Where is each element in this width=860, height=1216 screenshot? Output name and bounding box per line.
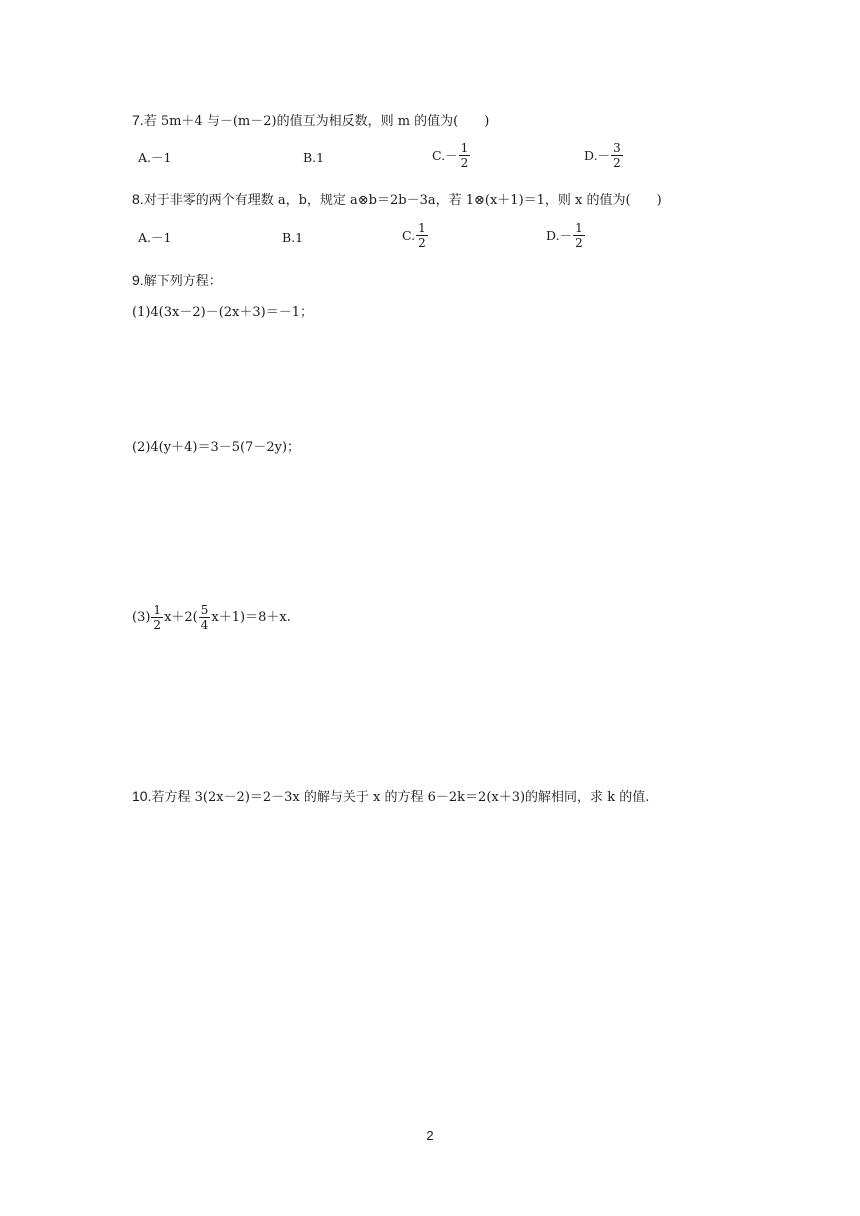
question-number: 8. xyxy=(132,191,144,207)
fraction xyxy=(459,141,471,170)
question-text: 对于非零的两个有理数 a，b，规定 a⊗b＝2b－3a，若 1⊗(x＋1)＝1，则 x 的值为( ) xyxy=(143,193,662,208)
option-c xyxy=(432,141,471,170)
question-9 xyxy=(132,270,222,292)
equation-2: (2)4(y＋4)＝3－5(7－2y)； xyxy=(132,440,301,455)
option-c-prefix: C.－ xyxy=(432,147,458,163)
fraction-denominator: 2 xyxy=(153,618,162,632)
option-a xyxy=(138,229,171,247)
fraction xyxy=(573,221,585,250)
option-d xyxy=(584,141,624,170)
option-b xyxy=(303,149,324,167)
fraction-denominator: 2 xyxy=(460,156,469,170)
fraction xyxy=(416,221,428,250)
fraction-numerator: 1 xyxy=(153,603,162,617)
fraction-denominator: 4 xyxy=(200,618,209,632)
option-a-label: A.－1 xyxy=(138,230,172,245)
option-d-prefix: D.－ xyxy=(546,227,573,243)
question-7 xyxy=(132,110,489,132)
option-b-label: B.1 xyxy=(282,230,304,245)
question-number: 7. xyxy=(132,112,144,128)
fraction-denominator: 2 xyxy=(613,156,621,170)
fraction xyxy=(199,603,211,632)
option-b xyxy=(282,229,303,247)
equation-suffix: x＋1)＝8＋x. xyxy=(211,609,291,625)
option-a-label: A.－1 xyxy=(138,150,172,165)
page-number: 2 xyxy=(426,1128,434,1143)
question-text: 若 5m＋4 与－(m－2)的值互为相反数，则 m 的值为( ) xyxy=(143,114,490,129)
fraction xyxy=(151,603,163,632)
fraction-numerator: 1 xyxy=(575,221,583,235)
equation-middle: x＋2( xyxy=(164,609,198,625)
equation-3 xyxy=(132,603,291,632)
question-number: 10. xyxy=(132,788,152,804)
option-c xyxy=(402,221,429,250)
fraction-numerator: 1 xyxy=(418,221,426,235)
question-10 xyxy=(132,786,649,808)
option-d xyxy=(546,221,586,250)
fraction-numerator: 1 xyxy=(460,141,469,155)
option-b-label: B.1 xyxy=(303,150,325,165)
option-d-prefix: D.－ xyxy=(584,147,611,163)
equation-1: (1)4(3x－2)－(2x＋3)＝－1； xyxy=(132,305,313,320)
question-8 xyxy=(132,189,662,211)
fraction-numerator: 3 xyxy=(613,141,621,155)
question-number: 9. xyxy=(132,272,144,288)
question-text: 若方程 3(2x－2)＝2－3x 的解与关于 x 的方程 6－2k＝2(x＋3)的解相同，求 k 的值. xyxy=(151,790,650,805)
option-c-prefix: C. xyxy=(402,227,416,243)
fraction xyxy=(611,141,623,170)
fraction-denominator: 2 xyxy=(575,236,583,250)
option-a xyxy=(138,149,171,167)
equation-label: (3) xyxy=(132,609,151,625)
question-text: 解下列方程： xyxy=(143,274,222,289)
fraction-denominator: 2 xyxy=(418,236,426,250)
fraction-numerator: 5 xyxy=(200,603,209,617)
